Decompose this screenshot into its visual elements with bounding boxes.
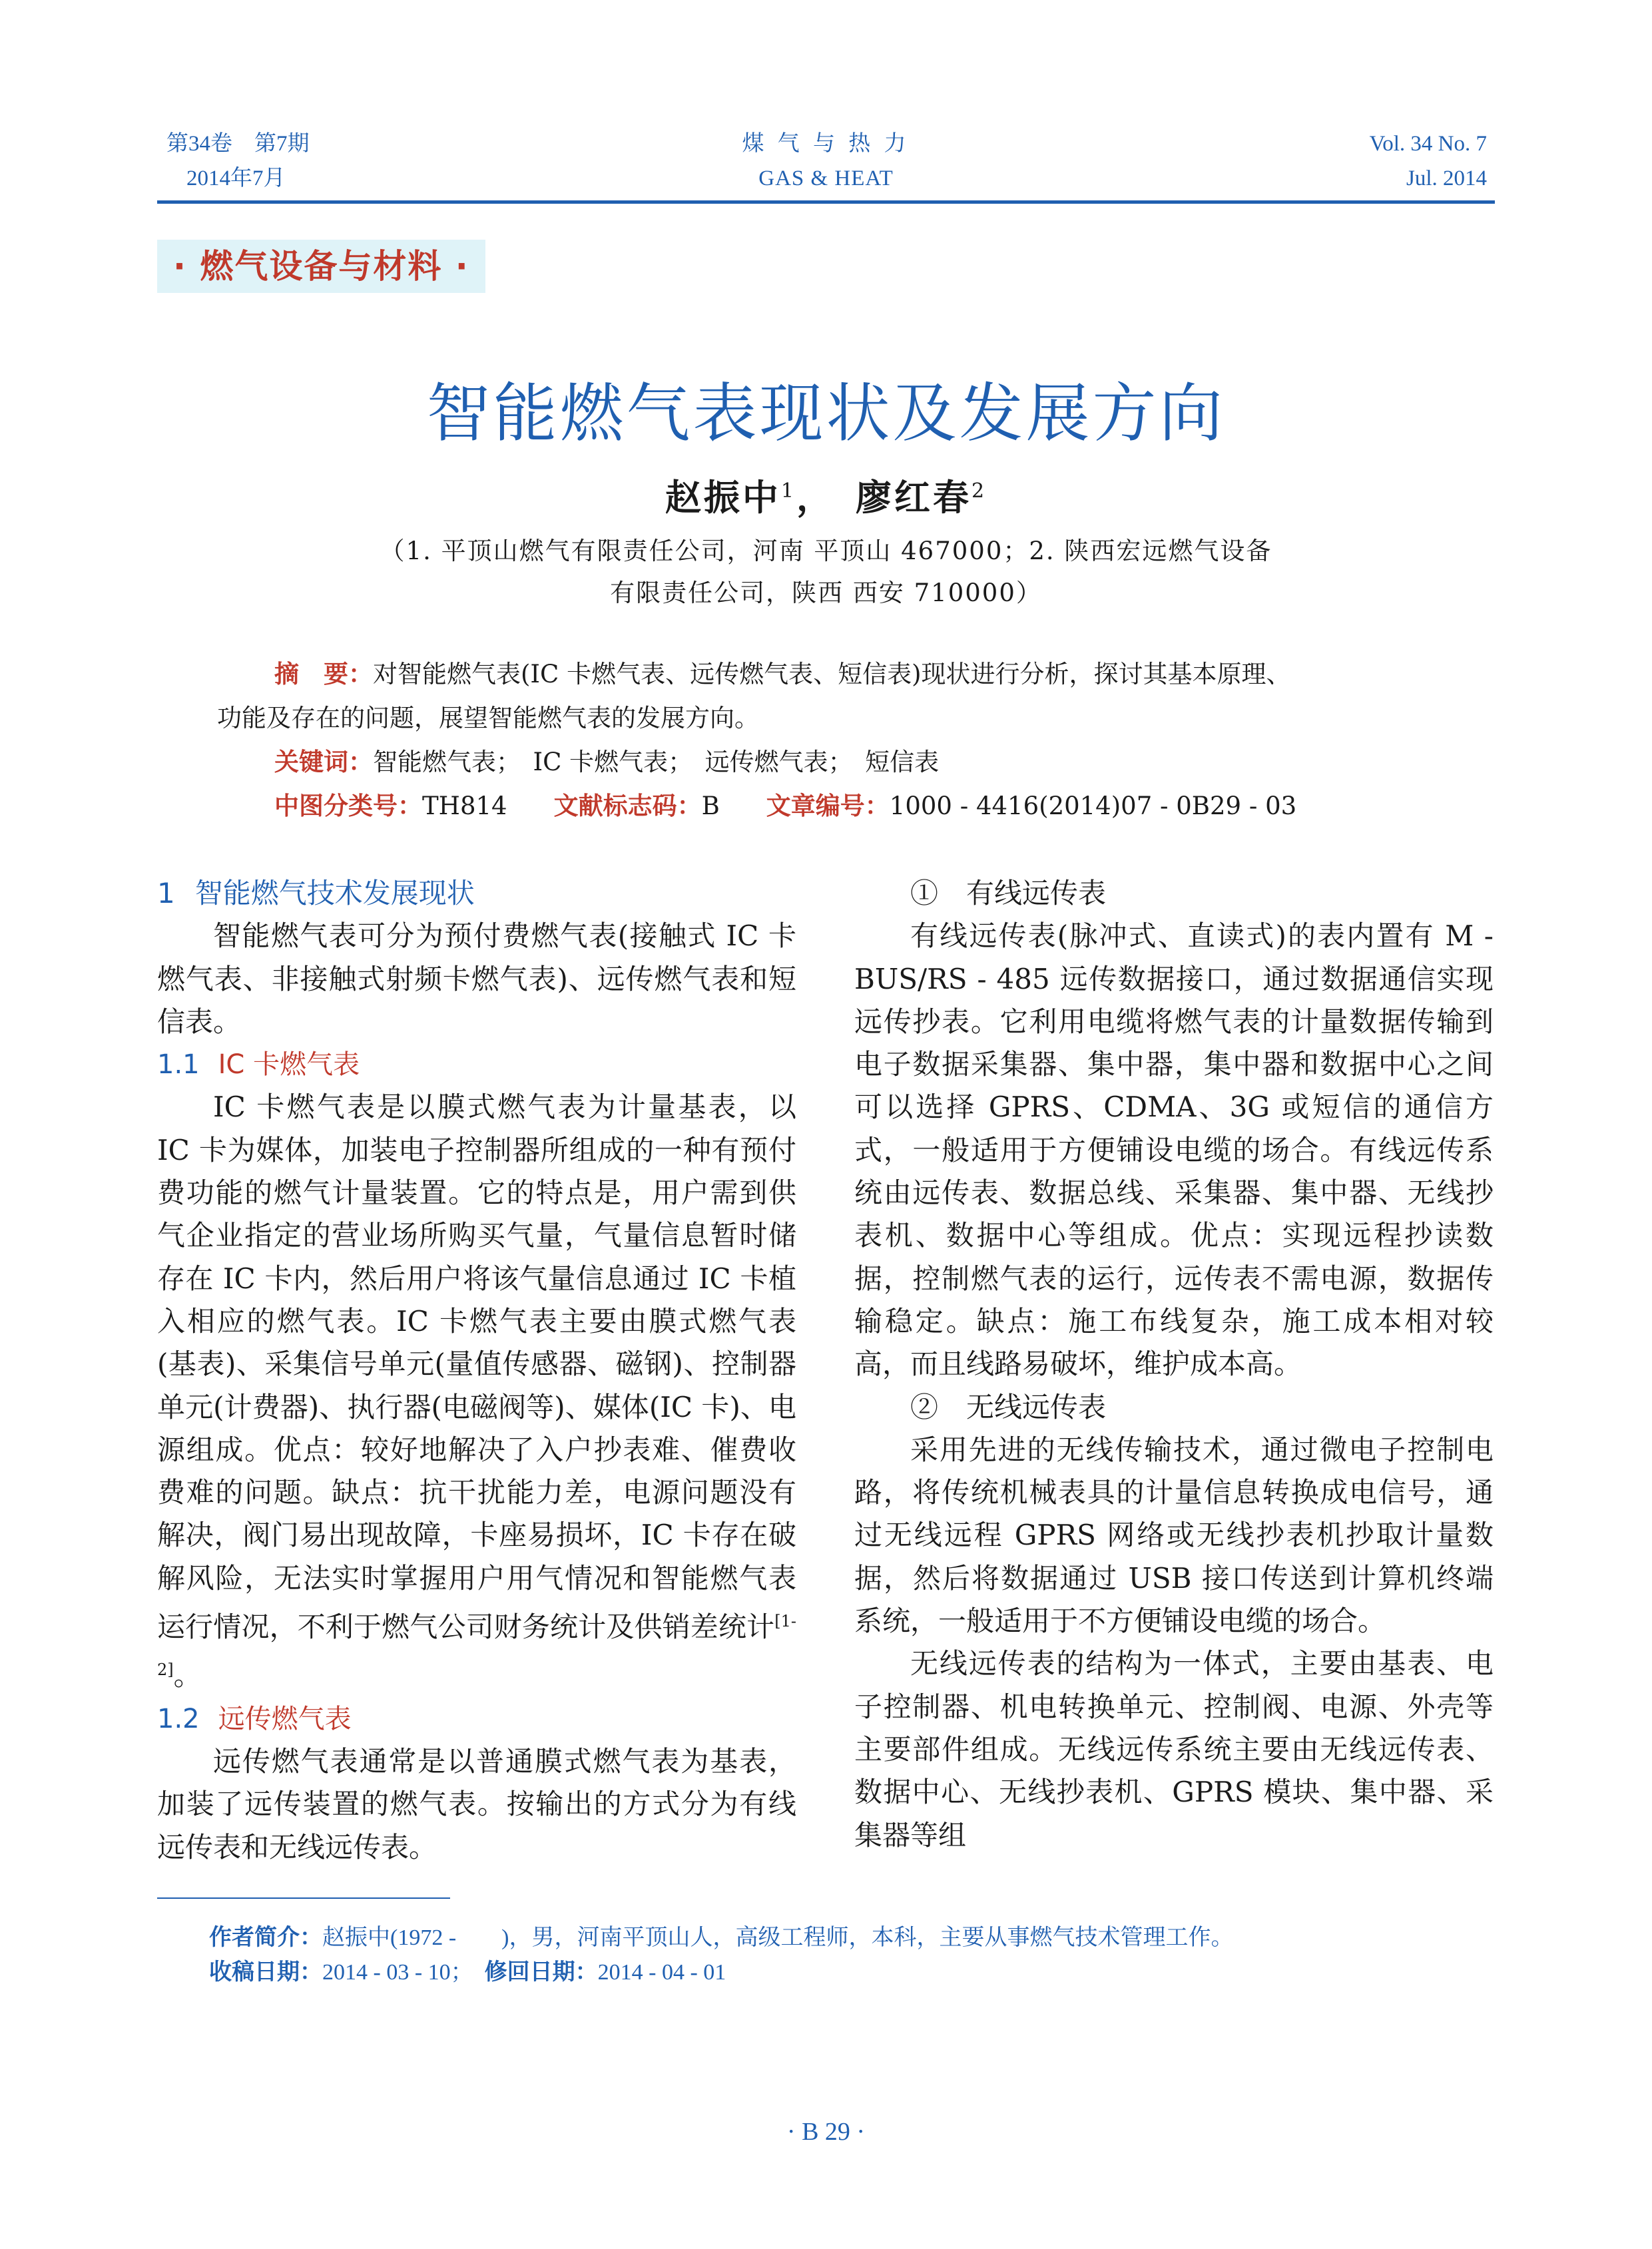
doc-code-value: B [701,792,720,820]
article-number-label: 文章编号： [766,792,890,820]
paragraph-end: 。 [173,1659,202,1692]
abstract-continuation: 功能及存在的问题，展望智能燃气表的发展方向。 [217,704,759,732]
article-number-value: 1000 - 4416(2014)07 - 0B29 - 03 [889,792,1297,820]
body-column-right [854,872,1494,1857]
item-heading: ② 无线远传表 [910,1390,1107,1423]
section-heading [157,872,796,915]
header-right [1370,126,1487,196]
revised-date: 2014 - 04 - 01 [597,1960,726,1985]
affiliation-line: 有限责任公司，陕西 西安 710000） [610,579,1042,607]
body-column-left [157,872,796,1869]
column-tag: · 燃气设备与材料 · [157,240,485,293]
subsection-number: 1.1 [157,1049,200,1081]
subsection-number: 1.2 [157,1703,200,1734]
author-separator: ， [796,476,856,519]
paragraph: 远传燃气表通常是以普通膜式燃气表为基表，加装了远传装置的燃气表。按输出的方式分为有线远传表和无线远传表。 [157,1744,796,1864]
author-bio [209,1920,1233,1955]
paragraph [157,1086,796,1697]
page-number: · B 29 · [786,2118,866,2146]
section-title: 智能燃气技术发展现状 [194,877,475,909]
doc-code-label: 文献标志码： [553,792,702,820]
subsection-heading [157,1043,796,1086]
author-line [0,469,1652,521]
author-mark: 2 [971,479,987,503]
issue-date-en: Jul. 2014 [1406,166,1487,190]
received-date: 2014 - 03 - 10； [322,1960,462,1985]
clc-value: TH814 [422,792,507,820]
author-name: 赵振中 [665,476,781,519]
journal-name-cn: 煤 气 与 热 力 [742,132,910,156]
keywords [274,740,939,784]
revised-label: 修回日期： [484,1959,598,1985]
author-mark: 1 [780,479,796,503]
issue-date-cn: 2014年7月 [186,166,286,190]
received-label: 收稿日期： [209,1959,322,1985]
paragraph: 采用先进的无线传输技术，通过微电子控制电路，将传统机械表具的计量信息转换成电信号，通过无线远程 GPRS 网络或无线抄表机抄取计量数据，然后将数据通过 USB 接口传送到计算机终端系统，一般适用于不方便铺设电缆的场合。 [854,1433,1494,1638]
abstract-label: 摘 要： [274,660,373,688]
subsection-title: 远传燃气表 [218,1703,352,1734]
author-bio-label: 作者简介： [209,1924,322,1951]
author-bio-text: 赵振中(1972 - )，男，河南平顶山人，高级工程师，本科，主要从事燃气技术管理工作。 [322,1925,1234,1950]
paragraph-text: IC 卡燃气表是以膜式燃气表为计量基表，以 IC 卡为媒体，加装电子控制器所组成的一种有预付费功能的燃气计量装置。它的特点是，用户需到供气企业指定的营业场所购买气量，气量信息暂时储存在 IC 卡内，然后用户将该气量信息通过 IC 卡植入相应的燃气表。IC 卡燃气表主要由膜式燃气表(基表)、采集信号单元(量值传感器、磁钢)、控制器单元(计费器)、执行器(电磁阀等)、媒体(IC 卡)、电源组成。优点：较好地解决了入户抄表难、催费收费难的问题。缺点：抗干扰能力差，电源问题没有解决，阀门易出现故障，卡座易损坏，IC 卡存在破解风险，无法实时掌握用户用气情况和智能燃气表运行情况，不利于燃气公司财务统计及供销差统计 [157,1091,796,1644]
subsection-title: IC 卡燃气表 [218,1049,360,1081]
journal-name-en: GAS & HEAT [758,166,894,190]
paragraph: 智能燃气表可分为预付费燃气表(接触式 IC 卡燃气表、非接触式射频卡燃气表)、远传燃气表和短信表。 [157,919,796,1038]
footnote-rule [157,1897,450,1899]
subsection-heading [157,1698,796,1740]
paragraph: 无线远传表的结构为一体式，主要由基表、电子控制器、机电转换单元、控制阀、电源、外壳等主要部件组成。无线远传系统主要由无线远传表、数据中心、无线抄表机、GPRS 模块、集中器、采集器等组 [854,1647,1494,1852]
author-name: 廖红春 [856,476,971,519]
affiliation-line: （1. 平顶山燃气有限责任公司，河南 平顶山 467000；2. 陕西宏远燃气设备 [380,537,1272,565]
abstract-text: 对智能燃气表(IC 卡燃气表、远传燃气表、短信表)现状进行分析，探讨其基本原理、 [373,660,1291,688]
citation: [1-2] [157,1612,796,1680]
section-number: 1 [157,877,175,909]
header-rule [157,200,1495,204]
keywords-label: 关键词： [274,748,373,776]
volume-issue-en: Vol. 34 No. 7 [1369,132,1487,156]
item-heading: ① 有线远传表 [910,877,1107,909]
volume-issue: 第34卷 第7期 [166,132,310,156]
abstract [274,652,1291,696]
keywords-text: 智能燃气表； IC 卡燃气表； 远传燃气表； 短信表 [373,748,940,776]
dates-line [209,1955,726,1990]
paragraph: 有线远传表(脉冲式、直读式)的表内置有 M - BUS/RS - 485 远传数据接口，通过数据通信实现远传抄表。它利用电缆将燃气表的计量数据传输到电子数据采集器、集中器，集中器和数据中心之间可以选择 GPRS、CDMA、3G 或短信的通信方式，一般适用于方便铺设电缆的场合。有线远传系统由远传表、数据总线、采集器、集中器、无线抄表机、数据中心等组成。优点：实现远程抄读数据，控制燃气表的运行，远传表不需电源，数据传输稳定。缺点：施工布线复杂，施工成本相对较高，而且线路易破坏，维护成本高。 [854,919,1494,1381]
classification-line [274,784,1296,828]
article-title: 智能燃气表现状及发展方向 [426,376,1226,451]
clc-label: 中图分类号： [274,792,422,820]
